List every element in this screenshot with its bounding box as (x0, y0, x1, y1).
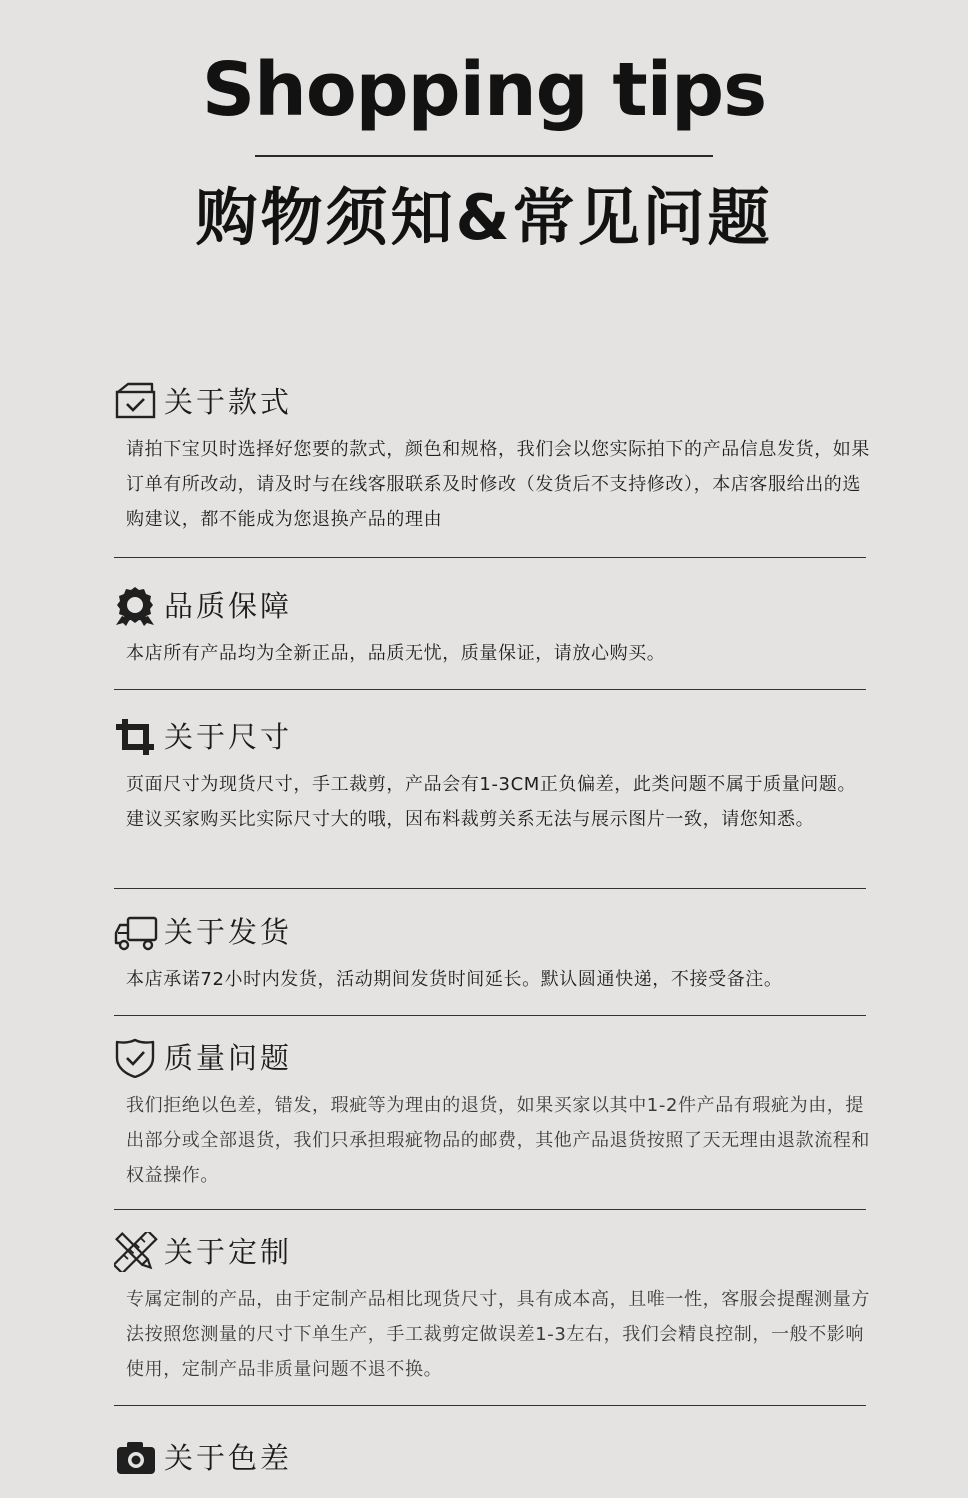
section-header (114, 380, 866, 424)
section-header (114, 584, 866, 628)
section-body: 专属定制的产品，由于定制产品相比现货尺寸，具有成本高，且唯一性，客服会提醒测量方法按照您测量的尺寸下单生产，手工裁剪定做误差1-3左右，我们会精良控制，一般不影响使用，定制产品非质量问题不退不换。 (126, 1289, 870, 1380)
shield-check-icon (114, 1038, 158, 1078)
section-title: 质量问题 (164, 1041, 293, 1075)
section-header (114, 715, 866, 759)
section-divider (114, 1015, 866, 1016)
section-divider (114, 557, 866, 558)
section-header (114, 910, 866, 954)
section-title: 关于款式 (164, 385, 293, 419)
section-header (114, 1036, 866, 1080)
section-divider (114, 1405, 866, 1406)
award-ribbon-icon (114, 586, 158, 626)
section-body: 我们拒绝以色差，错发，瑕疵等为理由的退货，如果买家以其中1-2件产品有瑕疵为由，提出部分或全部退货，我们只承担瑕疵物品的邮费，其他产品退货按照了天无理由退款流程和权益操作。 (126, 1095, 870, 1186)
page-title-cn: 购物须知&常见问题 (195, 181, 773, 254)
section-divider (114, 888, 866, 889)
section-title: 关于定制 (164, 1235, 293, 1269)
section-title: 关于尺寸 (164, 720, 293, 754)
section-body: 请拍下宝贝时选择好您要的款式，颜色和规格，我们会以您实际拍下的产品信息发货，如果订单有所改动，请及时与在线客服联系及时修改（发货后不支持修改），本店客服给出的选购建议，都不能成为您退换产品的理由 (126, 439, 870, 530)
section-title: 品质保障 (164, 589, 293, 623)
title-divider (255, 155, 713, 157)
crop-icon (114, 717, 158, 757)
ruler-pencil-icon (114, 1232, 158, 1272)
section-title: 关于色差 (164, 1441, 293, 1475)
section-header (114, 1436, 866, 1480)
section-body: 本店所有产品均为全新正品，品质无忧，质量保证，请放心购买。 (126, 643, 666, 664)
section-header (114, 1230, 866, 1274)
section-divider (114, 689, 866, 690)
section-title: 关于发货 (164, 915, 293, 949)
section-body: 本店承诺72小时内发货，活动期间发货时间延长。默认圆通快递，不接受备注。 (126, 969, 783, 990)
checkbox-envelope-icon (114, 382, 158, 422)
camera-icon (114, 1438, 158, 1478)
page-title-en: Shopping tips (201, 47, 767, 133)
section-body: 页面尺寸为现货尺寸，手工裁剪，产品会有1-3CM正负偏差，此类问题不属于质量问题。建议买家购买比实际尺寸大的哦，因布料裁剪关系无法与展示图片一致，请您知悉。 (126, 774, 857, 830)
section-divider (114, 1209, 866, 1210)
delivery-truck-icon (114, 912, 158, 952)
